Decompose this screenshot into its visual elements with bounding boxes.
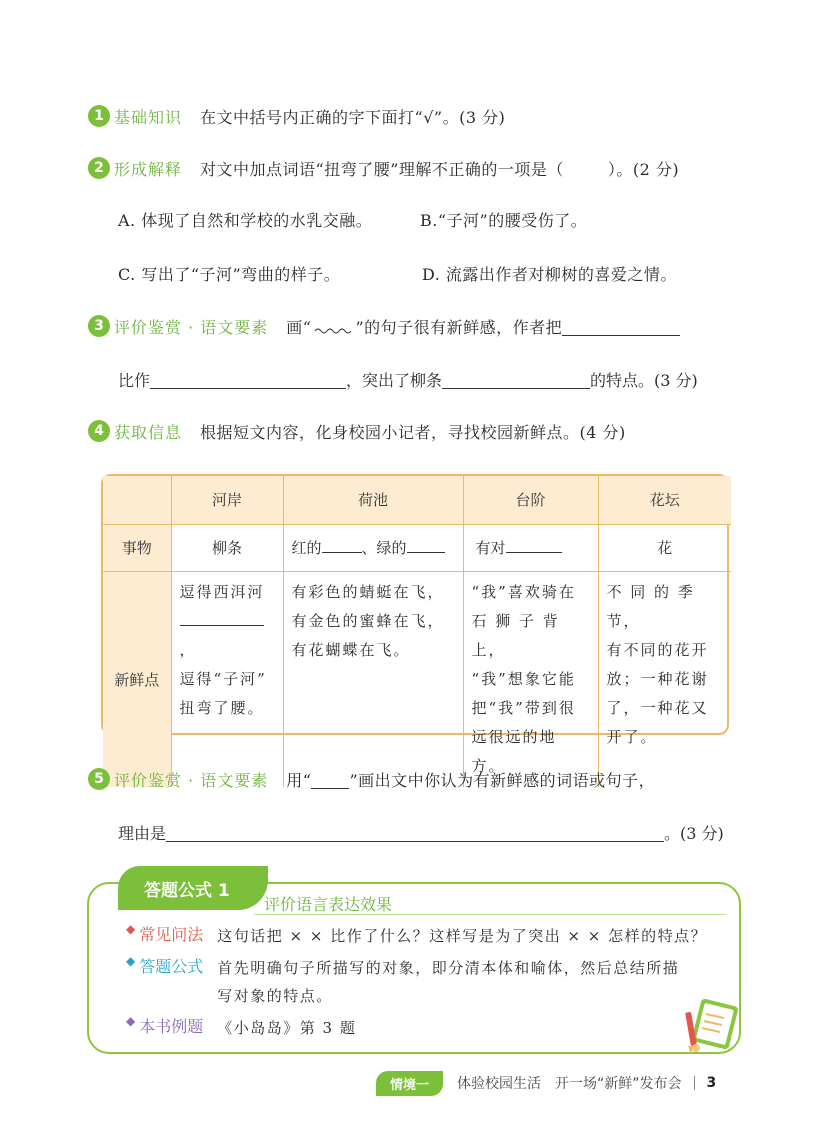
formula-item bbox=[126, 954, 679, 1010]
bullet-icon: ◆ bbox=[126, 922, 136, 936]
option-b: B.“子河”的腰受伤了。 bbox=[420, 211, 588, 230]
cell-line: 有花蝴蝶在飞。 bbox=[291, 640, 411, 659]
formula-label: 答题公式 bbox=[139, 957, 204, 976]
cell-line: 石 狮 子 背 上， bbox=[471, 611, 560, 659]
question-text: 用“ bbox=[286, 770, 312, 790]
question-tag: 基础知识 bbox=[114, 107, 183, 127]
cell-line: 有金色的蜜蜂在飞， bbox=[291, 611, 445, 630]
cell-line: 了，一种花又 bbox=[606, 698, 709, 717]
table-cell bbox=[463, 571, 598, 787]
cell-line: 放；一种花谢 bbox=[606, 669, 709, 688]
formula-subtitle: 评价语言表达效果 bbox=[264, 895, 393, 914]
question-4 bbox=[88, 416, 626, 446]
formula-item bbox=[126, 922, 707, 950]
table-cell: 花 bbox=[598, 524, 731, 571]
cell-line: 不 同 的 季 节， bbox=[606, 582, 695, 630]
table-row bbox=[103, 524, 731, 571]
question-3 bbox=[88, 311, 680, 341]
cell-line: 逗得“子河” bbox=[179, 669, 267, 688]
formula-title: 答题公式 1 bbox=[118, 866, 268, 910]
text: 的特点。(3 分) bbox=[590, 370, 698, 390]
cell-text: 红的 bbox=[291, 539, 322, 557]
page-footer bbox=[376, 1071, 716, 1095]
question-2 bbox=[88, 153, 679, 183]
question-text-2: ”画出文中你认为有新鲜感的词语或句子， bbox=[349, 770, 656, 790]
answer-blank-1[interactable] bbox=[562, 317, 680, 336]
table-cell bbox=[463, 524, 598, 571]
row-header: 事物 bbox=[103, 524, 171, 571]
formula-line: 写对象的特点。 bbox=[217, 987, 333, 1005]
cell-line bbox=[180, 607, 275, 665]
table-row bbox=[103, 571, 731, 787]
question-tag: 形成解释 bbox=[114, 159, 183, 179]
cell-line: “我”喜欢骑在 bbox=[471, 582, 576, 601]
bullet-icon: ◆ bbox=[126, 954, 136, 968]
chapter-title: 体验校园生活 开一场“新鲜”发布会 bbox=[457, 1076, 682, 1092]
cell-line: 远很远的地方。 bbox=[471, 727, 557, 775]
answer-blank[interactable] bbox=[407, 538, 445, 553]
table-corner bbox=[103, 476, 171, 524]
question-text: 在文中括号内正确的字下面打“√”。(3 分) bbox=[200, 107, 506, 127]
formula-text bbox=[217, 922, 707, 950]
table-cell: 柳条 bbox=[171, 524, 283, 571]
question-3-line-2 bbox=[118, 364, 698, 394]
notebook-pencil-icon bbox=[682, 996, 744, 1058]
findings-table bbox=[101, 474, 729, 775]
table-cell bbox=[283, 524, 463, 571]
formula-text bbox=[217, 1014, 356, 1042]
option-c: C. 写出了“子河”弯曲的样子。 bbox=[118, 265, 341, 284]
text: ，突出了柳条 bbox=[346, 370, 443, 390]
question-number-badge: 3 bbox=[88, 315, 110, 337]
formula-line: 首先明确句子所描写的对象，即分清本体和喻体，然后总结所描 bbox=[217, 959, 680, 977]
table-cell bbox=[283, 571, 463, 787]
cell-line: 有彩色的蜻蜓在飞， bbox=[291, 582, 445, 601]
text: 。(3 分) bbox=[664, 823, 724, 843]
table-header: 荷池 bbox=[283, 476, 463, 524]
table-header-row bbox=[103, 476, 731, 524]
question-text-end: ）。(2 分) bbox=[607, 159, 680, 179]
text: 比作 bbox=[118, 370, 151, 390]
cell-line: 扭弯了腰。 bbox=[179, 698, 265, 717]
question-tag: 评价鉴赏 · 语文要素 bbox=[114, 770, 269, 790]
table-cell bbox=[598, 571, 731, 787]
cell-line: “我”想象它能 bbox=[471, 669, 576, 688]
formula-label: 常见问法 bbox=[139, 925, 204, 944]
cell-line: 把“我”带到很 bbox=[471, 698, 576, 717]
cell-text: 、绿的 bbox=[361, 539, 407, 557]
table-header: 花坛 bbox=[598, 476, 731, 524]
formula-line: 这句话把 × × 比作了什么？这样写是为了突出 × × 怎样的特点？ bbox=[217, 927, 708, 945]
answer-blank[interactable] bbox=[322, 538, 362, 553]
option-d: D. 流露出作者对柳树的喜爱之情。 bbox=[422, 265, 677, 284]
answer-blank-2[interactable] bbox=[150, 370, 346, 389]
straight-underline-mark bbox=[311, 770, 349, 789]
question-number-badge: 2 bbox=[88, 157, 110, 179]
question-number-badge: 1 bbox=[88, 105, 110, 127]
formula-item bbox=[126, 1014, 356, 1042]
bullet-icon: ◆ bbox=[126, 1014, 136, 1028]
cell-text: 有对 bbox=[475, 539, 506, 557]
question-text: 对文中加点词语“扭弯了腰”理解不正确的一项是（ bbox=[200, 159, 564, 179]
answer-blank[interactable] bbox=[180, 611, 264, 626]
answer-blank[interactable] bbox=[506, 538, 562, 553]
text: 理由是 bbox=[118, 823, 167, 843]
answer-blank[interactable] bbox=[166, 823, 664, 842]
question-tag: 获取信息 bbox=[114, 422, 183, 442]
formula-text bbox=[217, 954, 679, 1010]
cell-line: 开了。 bbox=[606, 727, 658, 746]
question-5-line-2 bbox=[118, 817, 724, 847]
table-cell bbox=[171, 571, 283, 787]
question-1 bbox=[88, 101, 505, 131]
formula-label: 本书例题 bbox=[139, 1017, 204, 1036]
table-header: 河岸 bbox=[171, 476, 283, 524]
page-number: 3 bbox=[706, 1075, 717, 1091]
row-header: 新鲜点 bbox=[103, 571, 171, 787]
subtitle-rule bbox=[254, 914, 726, 915]
table-header: 台阶 bbox=[463, 476, 598, 524]
question-5 bbox=[88, 764, 655, 794]
question-number-badge: 5 bbox=[88, 768, 110, 790]
option-a: A. 体现了自然和学校的水乳交融。 bbox=[118, 211, 373, 230]
chapter-chip: 情境一 bbox=[376, 1071, 443, 1096]
wavy-underline-mark bbox=[311, 317, 355, 335]
question-number-badge: 4 bbox=[88, 420, 110, 442]
question-text-2: ”的句子很有新鲜感，作者把 bbox=[355, 317, 563, 337]
cell-line: 有不同的花开 bbox=[606, 640, 709, 659]
question-tag: 评价鉴赏 · 语文要素 bbox=[114, 317, 269, 337]
cell-text: ， bbox=[179, 640, 197, 659]
footer-divider bbox=[694, 1076, 695, 1090]
question-text: 画“ bbox=[286, 317, 312, 337]
question-text: 根据短文内容，化身校园小记者，寻找校园新鲜点。(4 分) bbox=[200, 422, 626, 442]
answer-blank-3[interactable] bbox=[442, 370, 590, 389]
cell-line: 逗得西洱河 bbox=[179, 582, 265, 601]
formula-line: 《小岛岛》第 3 题 bbox=[217, 1019, 357, 1037]
